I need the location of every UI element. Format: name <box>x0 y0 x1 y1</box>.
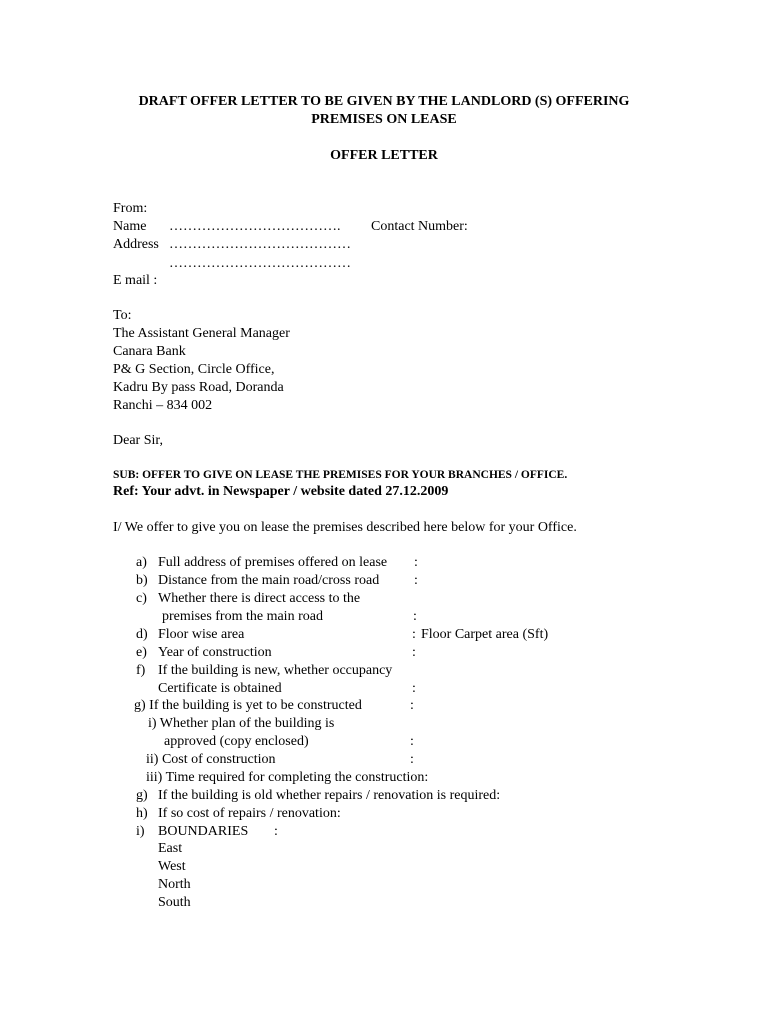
list-colon: : <box>274 824 278 839</box>
list-colon: : <box>410 734 414 749</box>
contact-number-label: Contact Number: <box>371 219 468 234</box>
to-label: To: <box>113 308 132 323</box>
list-colon: : <box>412 627 416 642</box>
address-label: Address <box>113 237 159 252</box>
list-item-text: If the building is new, whether occupancy <box>158 663 393 678</box>
salutation: Dear Sir, <box>113 433 163 448</box>
list-marker: g) <box>136 788 148 803</box>
from-label: From: <box>113 201 148 216</box>
name-label: Name <box>113 219 147 234</box>
boundaries-heading: BOUNDARIES <box>158 824 249 839</box>
list-colon: : <box>414 555 418 570</box>
list-item-text: If so cost of repairs / renovation: <box>158 806 341 821</box>
recipient-line: The Assistant General Manager <box>113 326 290 341</box>
recipient-line: Ranchi – 834 002 <box>113 398 213 413</box>
name-dots: ………………………………. <box>169 219 341 234</box>
email-label: E mail : <box>113 273 158 288</box>
intro-paragraph: I/ We offer to give you on lease the premises described here below for your Office. <box>113 520 577 535</box>
list-colon: : <box>410 752 414 767</box>
boundary-south: South <box>158 895 191 910</box>
list-marker: a) <box>136 555 147 570</box>
list-item-text: premises from the main road <box>162 609 323 624</box>
address-dots-1: ………………………………… <box>169 237 351 252</box>
list-colon: : <box>410 698 414 713</box>
list-marker: c) <box>136 591 147 606</box>
list-item-text: Year of construction <box>158 645 272 660</box>
sub-item-text: i) Whether plan of the building is <box>148 716 335 731</box>
subject-line: SUB: OFFER TO GIVE ON LEASE THE PREMISES FOR YOUR BRANCHES / OFFICE. <box>113 469 568 481</box>
heading-line-1: DRAFT OFFER LETTER TO BE GIVEN BY THE LANDLORD (S) OFFERING <box>138 94 630 109</box>
list-item-text: Whether there is direct access to the <box>158 591 361 606</box>
list-marker: e) <box>136 645 147 660</box>
list-colon: : <box>413 609 417 624</box>
recipient-line: Kadru By pass Road, Doranda <box>113 380 284 395</box>
recipient-line: P& G Section, Circle Office, <box>113 362 275 377</box>
boundary-east: East <box>158 841 183 856</box>
list-colon: : <box>412 681 416 696</box>
list-marker: h) <box>136 806 148 821</box>
sub-item-text: iii) Time required for completing the construction: <box>146 770 429 785</box>
list-item-text: Distance from the main road/cross road <box>158 573 380 588</box>
page-title: OFFER LETTER <box>330 148 438 163</box>
reference-line: Ref: Your advt. in Newspaper / website dated 27.12.2009 <box>113 484 449 499</box>
list-item-text: If the building is old whether repairs / renovation is required: <box>158 788 501 803</box>
list-item-text: Certificate is obtained <box>158 681 282 696</box>
boundary-west: West <box>158 859 186 874</box>
sub-item-text: approved (copy enclosed) <box>164 734 309 749</box>
list-item-text: Full address of premises offered on lease <box>158 555 388 570</box>
list-marker: d) <box>136 627 148 642</box>
floor-carpet-area-label: Floor Carpet area (Sft) <box>421 627 549 642</box>
heading-line-2: PREMISES ON LEASE <box>311 112 457 127</box>
list-marker: i) <box>136 824 145 839</box>
list-colon: : <box>412 645 416 660</box>
list-colon: : <box>414 573 418 588</box>
list-item-text: g) If the building is yet to be constructed <box>134 698 362 713</box>
list-marker: f) <box>136 663 146 678</box>
list-marker: b) <box>136 573 148 588</box>
address-dots-2: ………………………………… <box>169 256 351 271</box>
boundary-north: North <box>158 877 191 892</box>
recipient-line: Canara Bank <box>113 344 186 359</box>
list-item-text: Floor wise area <box>158 627 245 642</box>
sub-item-text: ii) Cost of construction <box>146 752 276 767</box>
